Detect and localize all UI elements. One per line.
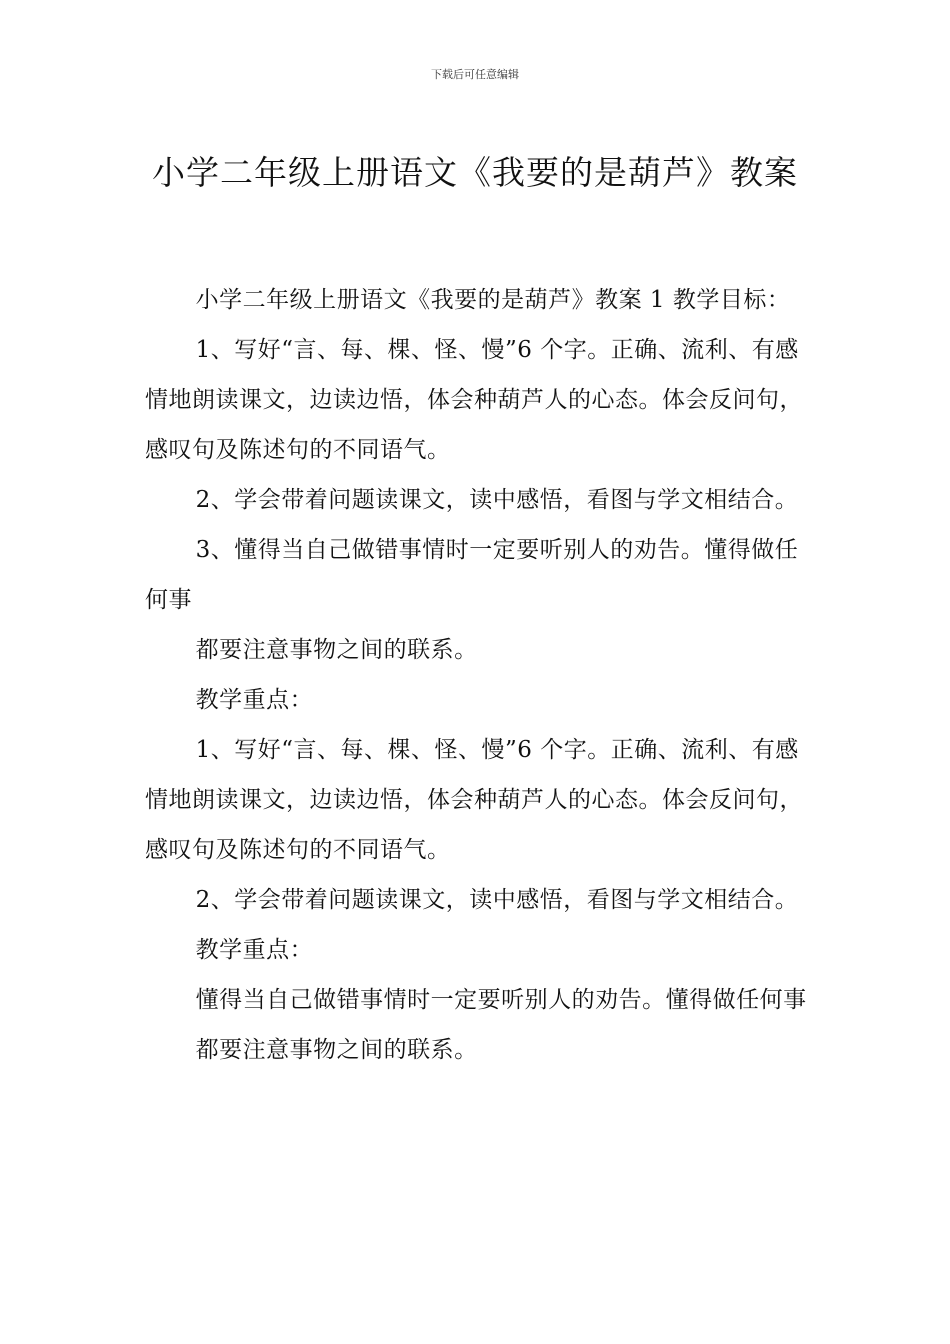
paragraph-key-point-understand-cont: 都要注意事物之间的联系。 (195, 1037, 478, 1063)
paragraph-key-points-heading: 教学重点： (195, 687, 314, 713)
document-body (145, 275, 810, 1075)
paragraph-objective-1: 1、写好“言、每、棵、怪、慢”6 个字。正确、流利、有感情地朗读课文，边读边悟，体会种葫芦人的心态。体会反问句，感叹句及陈述句的不同语气。 (145, 337, 803, 463)
paragraph-key-points-heading-2: 教学重点： (195, 937, 314, 963)
paragraph-objective-3-cont: 都要注意事物之间的联系。 (195, 637, 478, 663)
paragraph-objective-3: 3、懂得当自己做错事情时一定要听别人的劝告。懂得做任何事 (145, 537, 799, 613)
paragraph-key-point-understand: 懂得当自己做错事情时一定要听别人的劝告。懂得做任何事 (195, 987, 807, 1013)
paragraph-key-point-1: 1、写好“言、每、棵、怪、慢”6 个字。正确、流利、有感情地朗读课文，边读边悟，体会种葫芦人的心态。体会反问句，感叹句及陈述句的不同语气。 (145, 737, 803, 863)
download-note: 下载后可任意编辑 (431, 68, 519, 81)
paragraph-key-point-2: 2、学会带着问题读课文，读中感悟，看图与学文相结合。 (195, 887, 799, 913)
paragraph-objective-2: 2、学会带着问题读课文，读中感悟，看图与学文相结合。 (195, 487, 799, 513)
document-title: 小学二年级上册语文《我要的是葫芦》教案 (152, 153, 798, 193)
paragraph-intro-objectives: 小学二年级上册语文《我要的是葫芦》教案 1 教学目标： (195, 287, 791, 313)
